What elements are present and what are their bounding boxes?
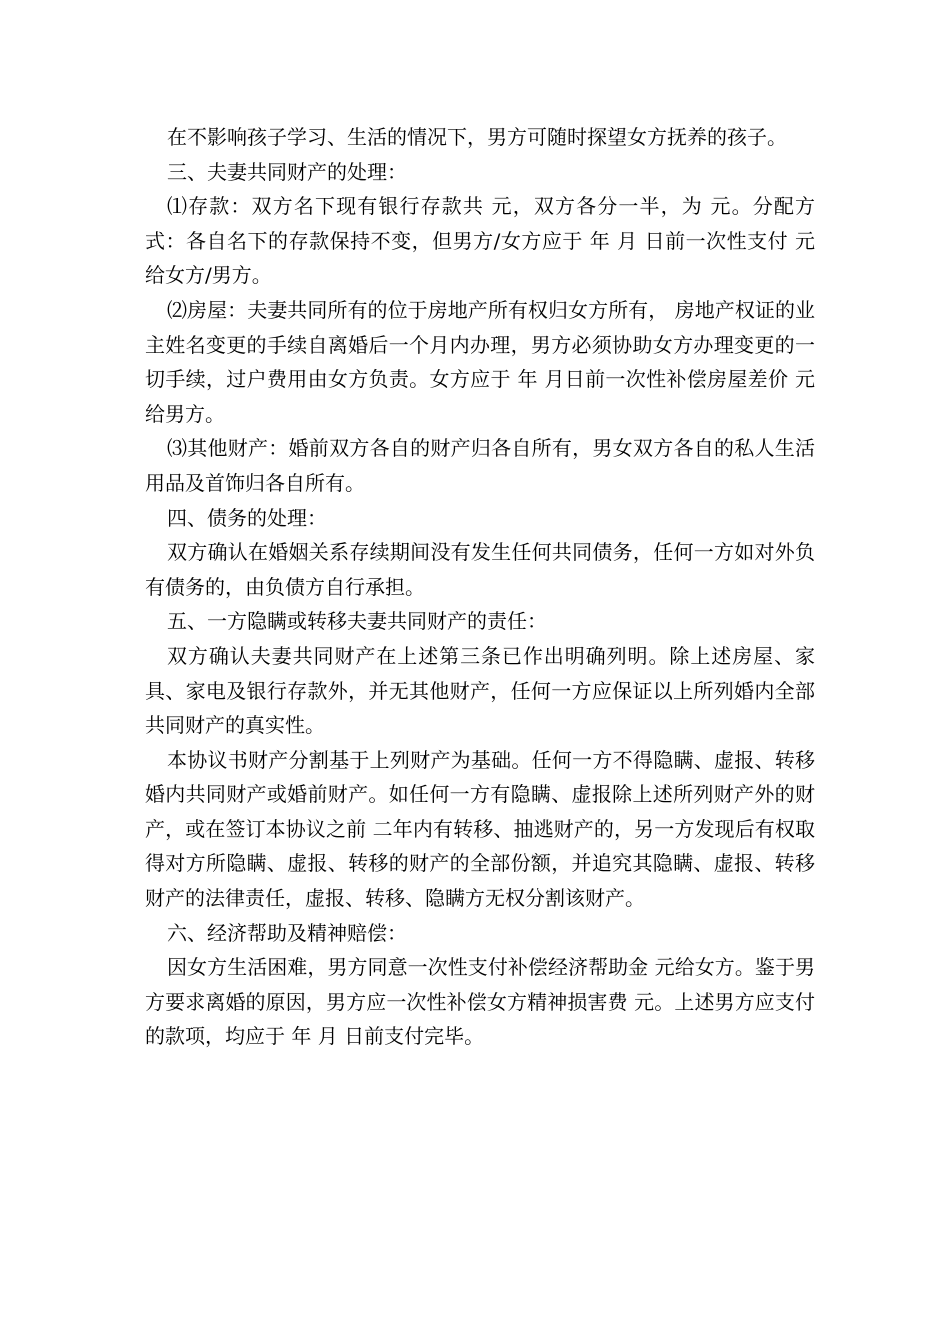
paragraph-house: ⑵房屋：夫妻共同所有的位于房地产所有权归女方所有， 房地产权证的业主姓名变更的手续自离婚后一个月内办理，男方必须协助女方办理变更的一切手续，过户费用由女方负责。女方应于 年 月日前一次性补偿房屋差价 元给男方。	[145, 297, 815, 426]
paragraph-concealment-liability: 本协议书财产分割基于上列财产为基础。任何一方不得隐瞒、虚报、转移婚内共同财产或婚前财产。如任何一方有隐瞒、虚报除上述所列财产外的财产，或在签订本协议之前 二年内有转移、抽逃财产的，另一方发现后有权取得对方所隐瞒、虚报、转移的财产的全部份额，并追究其隐瞒、虚报、转移财产的法律责任，虚报、转移、隐瞒方无权分割该财产。	[145, 747, 815, 911]
paragraph-debts: 双方确认在婚姻关系存续期间没有发生任何共同债务，任何一方如对外负有债务的，由负债方自行承担。	[145, 540, 815, 599]
heading-concealment: 五、一方隐瞒或转移夫妻共同财产的责任：	[167, 609, 547, 634]
heading-joint-property: 三、夫妻共同财产的处理：	[167, 159, 407, 184]
paragraph-visitation: 在不影响孩子学习、生活的情况下，男方可随时探望女方抚养的孩子。	[167, 125, 787, 149]
paragraph-compensation: 因女方生活困难，男方同意一次性支付补偿经济帮助金 元给女方。鉴于男方要求离婚的原因，男方应一次性补偿女方精神损害费 元。上述男方应支付的款项，均应于 年 月 日前支付完毕。	[145, 955, 815, 1049]
heading-compensation: 六、经济帮助及精神赔偿：	[167, 920, 407, 945]
paragraph-other-property: ⑶其他财产：婚前双方各自的财产归各自所有，男女双方各自的私人生活用品及首饰归各自所有。	[145, 436, 815, 495]
paragraph-property-listed: 双方确认夫妻共同财产在上述第三条已作出明确列明。除上述房屋、家具、家电及银行存款外，并无其他财产，任何一方应保证以上所列婚内全部共同财产的真实性。	[145, 643, 815, 738]
heading-debts: 四、债务的处理：	[167, 505, 327, 530]
document-body	[145, 120, 815, 1054]
paragraph-deposits: ⑴存款：双方名下现有银行存款共 元，双方各分一半，为 元。分配方式：各自名下的存款保持不变，但男方/女方应于 年 月 日前一次性支付 元给女方/男方。	[145, 194, 815, 288]
